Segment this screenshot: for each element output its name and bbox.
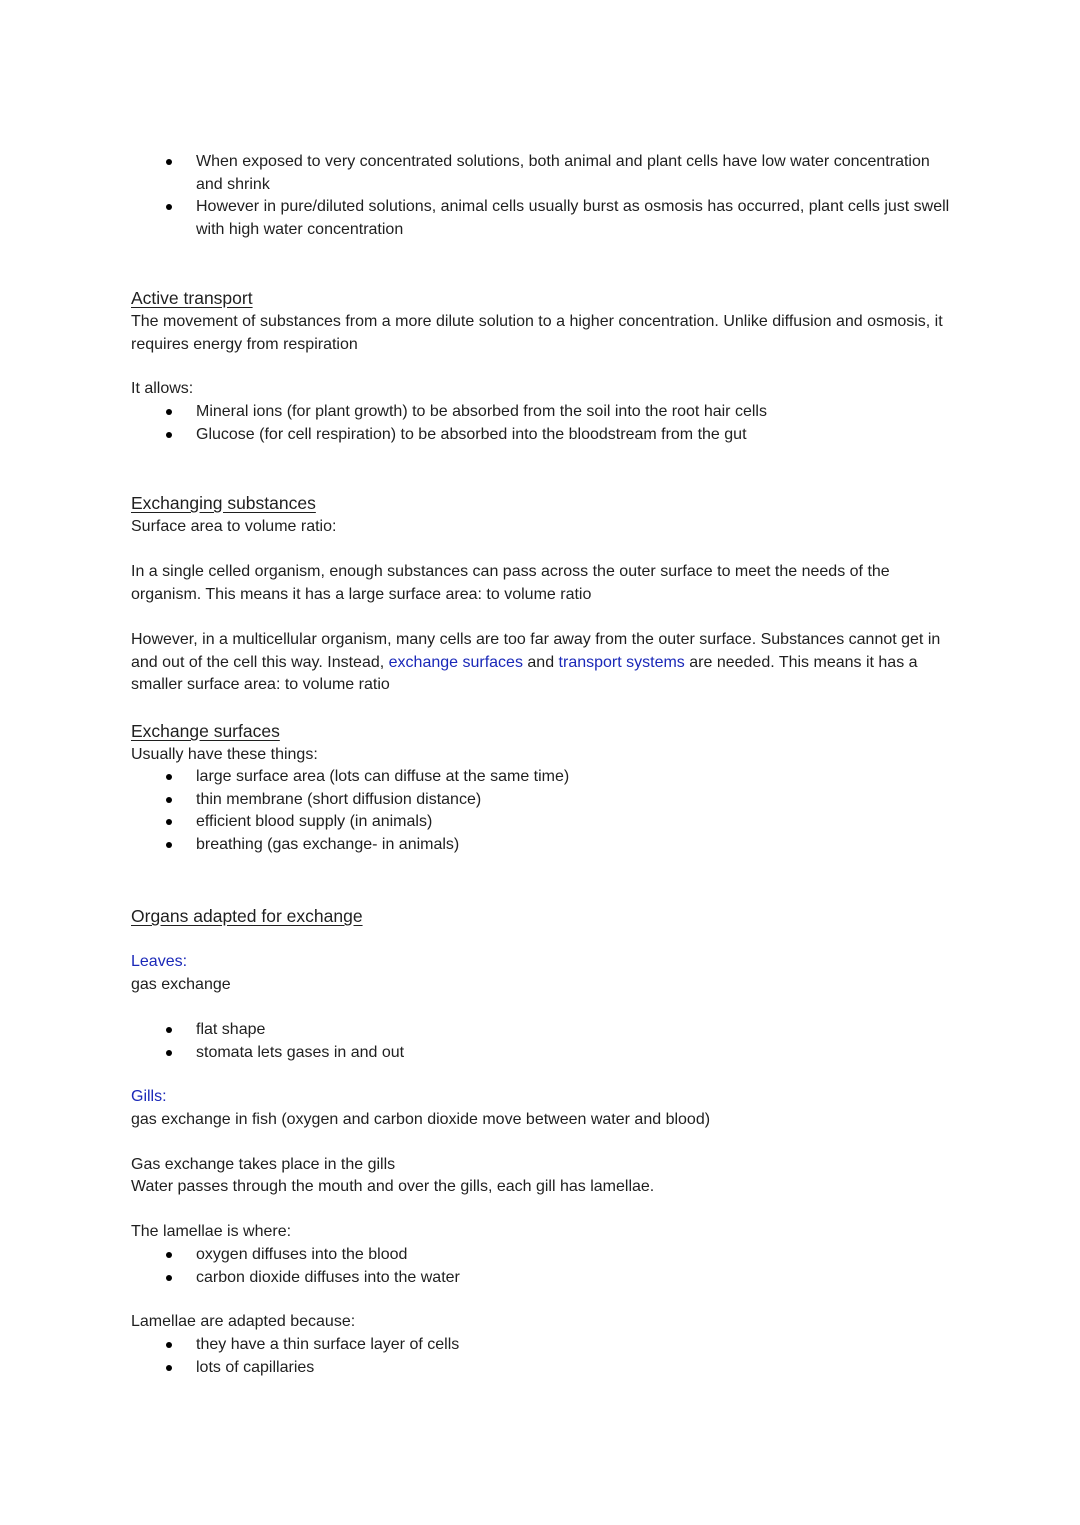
gills-label: Gills:: [131, 1088, 167, 1105]
intro-bullet-list: [131, 151, 951, 241]
gills-description: gas exchange in fish (oxygen and carbon dioxide move between water and blood): [131, 1111, 711, 1128]
list-item: large surface area (lots can diffuse at the same time): [131, 766, 951, 789]
multicellular-paragraph: [131, 629, 951, 697]
list-item: However in pure/diluted solutions, animal cells usually burst as osmosis has occurred, plant cells just swell with high water concentration: [131, 196, 951, 241]
lamellae-adapted-bullet-list: [131, 1334, 951, 1379]
gills-line-2: Water passes through the mouth and over the gills, each gill has lamellae.: [131, 1178, 655, 1195]
list-item: they have a thin surface layer of cells: [131, 1334, 951, 1357]
single-cell-paragraph: In a single celled organism, enough substances can pass across the outer surface to meet the needs of the organism. This means it has a large surface area: to volume ratio: [131, 563, 890, 603]
list-item: When exposed to very concentrated solutions, both animal and plant cells have low water concentration and shrink: [131, 151, 951, 196]
exchanging-substances-heading: Exchanging substances: [131, 493, 316, 513]
transport-systems-term: transport systems: [558, 653, 685, 671]
list-item: stomata lets gases in and out: [131, 1042, 951, 1065]
list-item: Glucose (for cell respiration) to be absorbed into the bloodstream from the gut: [131, 424, 951, 447]
list-item: efficient blood supply (in animals): [131, 811, 951, 834]
list-item: Mineral ions (for plant growth) to be absorbed from the soil into the root hair cells: [131, 401, 951, 424]
list-item: flat shape: [131, 1019, 951, 1042]
lamellae-where-label: The lamellae is where:: [131, 1223, 292, 1240]
exchange-surfaces-term: exchange surfaces: [388, 653, 523, 671]
active-transport-bullet-list: [131, 401, 951, 446]
leaves-label: Leaves:: [131, 953, 188, 970]
active-transport-heading: Active transport: [131, 288, 253, 308]
list-item: lots of capillaries: [131, 1357, 951, 1380]
list-item: thin membrane (short diffusion distance): [131, 789, 951, 812]
paragraph-text: are needed. This means it has a smaller surface area: to volume ratio: [131, 653, 918, 693]
exchange-surfaces-heading: Exchange surfaces: [131, 721, 280, 741]
lamellae-where-bullet-list: [131, 1244, 951, 1289]
organs-heading: Organs adapted for exchange: [131, 906, 363, 926]
active-transport-definition: The movement of substances from a more dilute solution to a higher concentration. Unlike diffusion and osmosis, it requires energy from respiration: [131, 313, 943, 353]
list-item: carbon dioxide diffuses into the water: [131, 1267, 951, 1290]
gills-line-1: Gas exchange takes place in the gills: [131, 1156, 396, 1173]
leaves-description: gas exchange: [131, 976, 231, 993]
paragraph-text: and: [522, 653, 559, 671]
paragraph-text: However, in a multicellular organism, many cells are too far away from the outer surface. Substances cannot get in and out of the cell this way. Instead,: [131, 631, 941, 671]
list-item: oxygen diffuses into the blood: [131, 1244, 951, 1267]
leaves-bullet-list: [131, 1019, 951, 1064]
sa-volume-subheading: Surface area to volume ratio:: [131, 518, 337, 535]
list-item: breathing (gas exchange- in animals): [131, 834, 951, 857]
exchange-surfaces-bullet-list: [131, 766, 951, 856]
exchange-surfaces-intro: Usually have these things:: [131, 746, 318, 763]
lamellae-adapted-label: Lamellae are adapted because:: [131, 1313, 356, 1330]
it-allows-label: It allows:: [131, 380, 194, 397]
